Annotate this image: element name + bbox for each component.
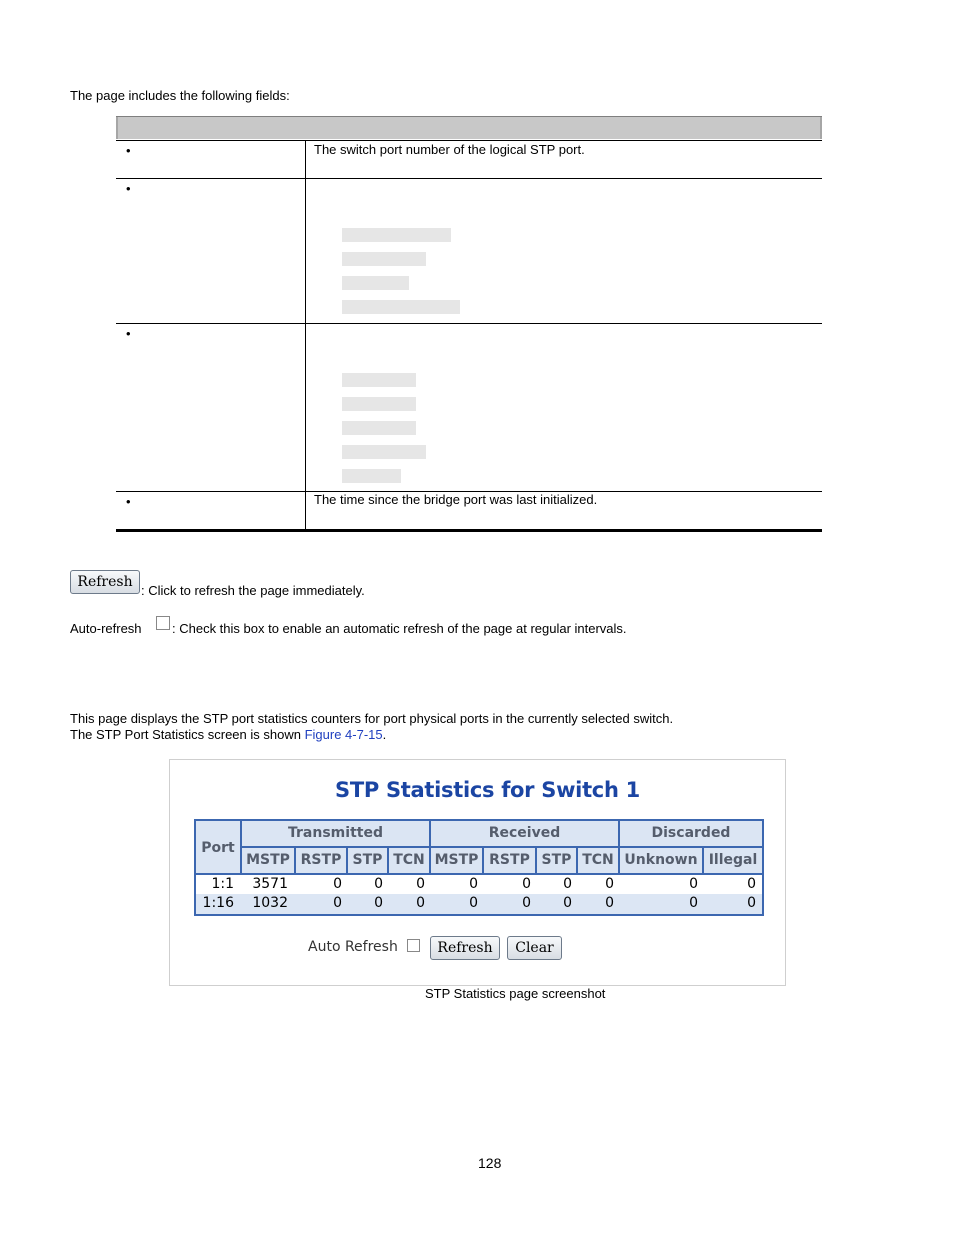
table-cell: 0 — [333, 895, 342, 911]
field-description: The switch port number of the logical STP port. — [314, 142, 585, 157]
table-cell: 0 — [469, 895, 478, 911]
group-header-transmitted: Transmitted — [242, 821, 431, 848]
section-text-end: . — [382, 727, 387, 742]
redacted-value-bar — [342, 421, 416, 435]
field-description: The time since the bridge port was last initialized. — [314, 492, 598, 507]
redacted-value-bar — [342, 445, 426, 459]
group-header-discarded: Discarded — [620, 821, 762, 848]
intro-text: The page includes the following fields: — [70, 88, 290, 103]
refresh-button-sample[interactable]: Refresh — [70, 570, 140, 594]
page-number: 128 — [478, 1155, 502, 1171]
figure-caption: STP Statistics page screenshot — [425, 986, 606, 1001]
table-cell: 0 — [747, 876, 756, 892]
table-cell: 0 — [416, 895, 425, 911]
table-cell: 0 — [522, 876, 531, 892]
section-text: The STP Port Statistics screen is shown — [70, 727, 305, 742]
section-paragraph: This page displays the STP port statistics counters for port physical ports in the currently selected switch. — [70, 711, 674, 726]
refresh-button[interactable]: Refresh — [430, 936, 500, 960]
redacted-value-bar — [342, 373, 416, 387]
table-cell: 0 — [689, 876, 698, 892]
header-description-cell — [306, 117, 820, 139]
header-object-cell — [118, 117, 306, 139]
table-cell: 0 — [333, 876, 342, 892]
column-header: Illegal — [704, 848, 762, 875]
bullet-icon: • — [126, 326, 131, 341]
auto-refresh-label: Auto-refresh — [70, 621, 142, 636]
table-cell: 0 — [374, 876, 383, 892]
column-header: RSTP — [296, 848, 348, 875]
table-cell: 0 — [416, 876, 425, 892]
bullet-icon: • — [126, 494, 131, 509]
table-cell: 0 — [605, 876, 614, 892]
table-cell: 0 — [563, 895, 572, 911]
column-header: MSTP — [431, 848, 484, 875]
redacted-value-bar — [342, 228, 451, 242]
column-header: TCN — [389, 848, 431, 875]
row-divider — [116, 178, 822, 179]
table-cell: 3571 — [252, 876, 288, 892]
auto-refresh-description: : Check this box to enable an automatic refresh of the page at regular intervals. — [172, 621, 627, 636]
table-cell: 0 — [563, 876, 572, 892]
table-cell: 0 — [605, 895, 614, 911]
table-cell: 0 — [469, 876, 478, 892]
auto-refresh-checkbox-sample[interactable] — [156, 616, 170, 630]
column-header: RSTP — [484, 848, 537, 875]
table-cell: 0 — [522, 895, 531, 911]
refresh-description: : Click to refresh the page immediately. — [141, 583, 365, 598]
column-header: STP — [537, 848, 578, 875]
figure-link[interactable]: Figure 4-7-15 — [304, 727, 383, 742]
fields-table-header — [116, 116, 822, 139]
redacted-value-bar — [342, 397, 416, 411]
auto-refresh-checkbox[interactable] — [407, 939, 420, 952]
table-cell: 0 — [689, 895, 698, 911]
fields-table — [116, 116, 822, 534]
redacted-value-bar — [342, 252, 426, 266]
column-header: Unknown — [620, 848, 704, 875]
table-cell: 0 — [374, 895, 383, 911]
clear-button[interactable]: Clear — [507, 936, 562, 960]
table-cell: 0 — [747, 895, 756, 911]
row-divider — [116, 140, 822, 141]
column-header: STP — [348, 848, 389, 875]
redacted-value-bar — [342, 276, 409, 290]
screenshot-title: STP Statistics for Switch 1 — [335, 778, 640, 802]
column-divider — [305, 140, 306, 529]
redacted-value-bar — [342, 300, 460, 314]
bullet-icon: • — [126, 181, 131, 196]
table-bottom-rule — [116, 529, 822, 532]
column-header: TCN — [578, 848, 620, 875]
port-header: Port — [196, 821, 242, 875]
bullet-icon: • — [126, 143, 131, 158]
stp-statistics-table — [194, 819, 764, 916]
table-cell: 1032 — [252, 895, 288, 911]
column-header: MSTP — [242, 848, 296, 875]
group-header-received: Received — [431, 821, 620, 848]
redacted-value-bar — [342, 469, 401, 483]
port-cell: 1:1 — [211, 876, 234, 892]
section-paragraph-2 — [70, 727, 386, 743]
stp-statistics-screenshot — [169, 759, 786, 986]
auto-refresh-label: Auto Refresh — [308, 939, 398, 955]
row-divider — [116, 323, 822, 324]
port-cell: 1:16 — [202, 895, 234, 911]
